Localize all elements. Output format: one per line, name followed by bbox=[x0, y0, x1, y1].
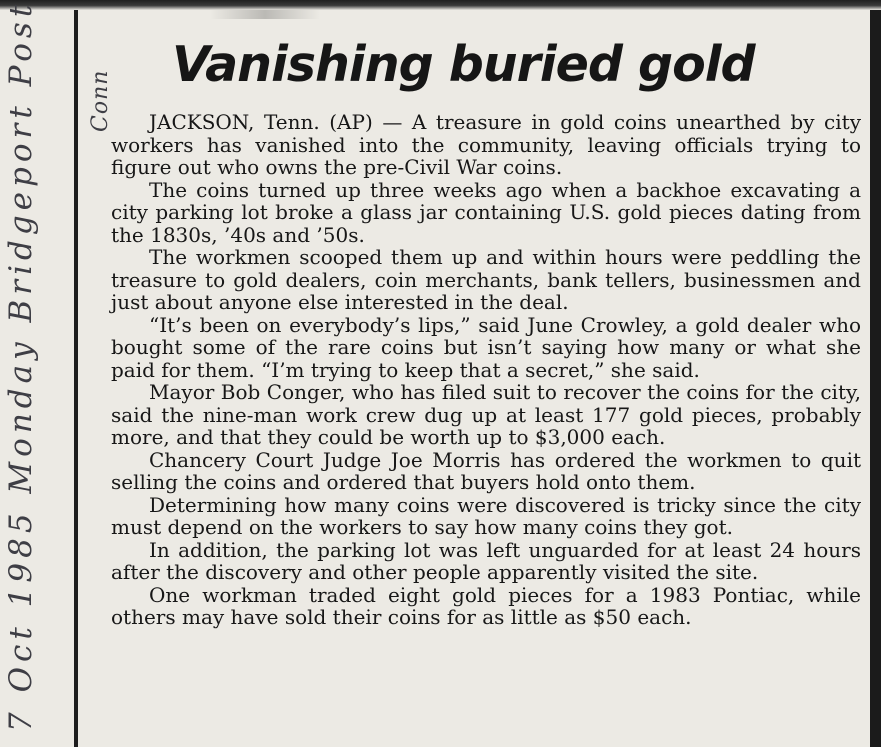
article-paragraph: The coins turned up three weeks ago when a backhoe excavating a city parking lot broke a glass jar containing U.S. gold pieces dating from the 1830s, ’40s and ’50s. bbox=[111, 177, 861, 247]
article-paragraph: Chancery Court Judge Joe Morris has ordered the workmen to quit selling the coins and ordered that buyers hold onto them. bbox=[111, 447, 861, 494]
tape-shadow bbox=[210, 10, 320, 19]
article-paragraph: JACKSON, Tenn. (AP) — A treasure in gold coins unearthed by city workers has vanished into the community, leaving officials trying to figure out who owns the pre-Civil War coins. bbox=[111, 110, 861, 179]
margin-rule-line bbox=[74, 10, 78, 747]
article-paragraph: The workmen scooped them up and within hours were peddling the treasure to gold dealers, coin merchants, bank tellers, businessmen and just about anyone else interested in the deal. bbox=[111, 245, 861, 314]
article-body bbox=[111, 111, 861, 629]
article-paragraph: In addition, the parking lot was left unguarded for at least 24 hours after the discovery and other people apparently visited the site. bbox=[111, 537, 861, 584]
article-paragraph: Determining how many coins were discovered is tricky since the city must depend on the workers to say how many coins they got. bbox=[111, 492, 861, 539]
article-paragraph: One workman traded eight gold pieces for a 1983 Pontiac, while others may have sold their coins for as little as $50 each. bbox=[111, 582, 861, 629]
article-paragraph: “It’s been on everybody’s lips,” said June Crowley, a gold dealer who bought some of the rare coins but isn’t saying how many or what she paid for them. “I’m trying to keep that a secret,” she said. bbox=[111, 312, 861, 382]
clipping-top-edge bbox=[0, 0, 881, 10]
article-paragraph: Mayor Bob Conger, who has filed suit to recover the coins for the city, said the nine-man work crew dug up at least 177 gold pieces, probably more, and that they could be worth up to $3,000 each. bbox=[111, 380, 861, 449]
handwritten-date-note: 7 Oct 1985 Monday Bridgeport Post bbox=[3, 0, 39, 732]
article-headline: Vanishing buried gold bbox=[172, 36, 755, 93]
handwritten-source-note: Conn bbox=[88, 69, 113, 132]
